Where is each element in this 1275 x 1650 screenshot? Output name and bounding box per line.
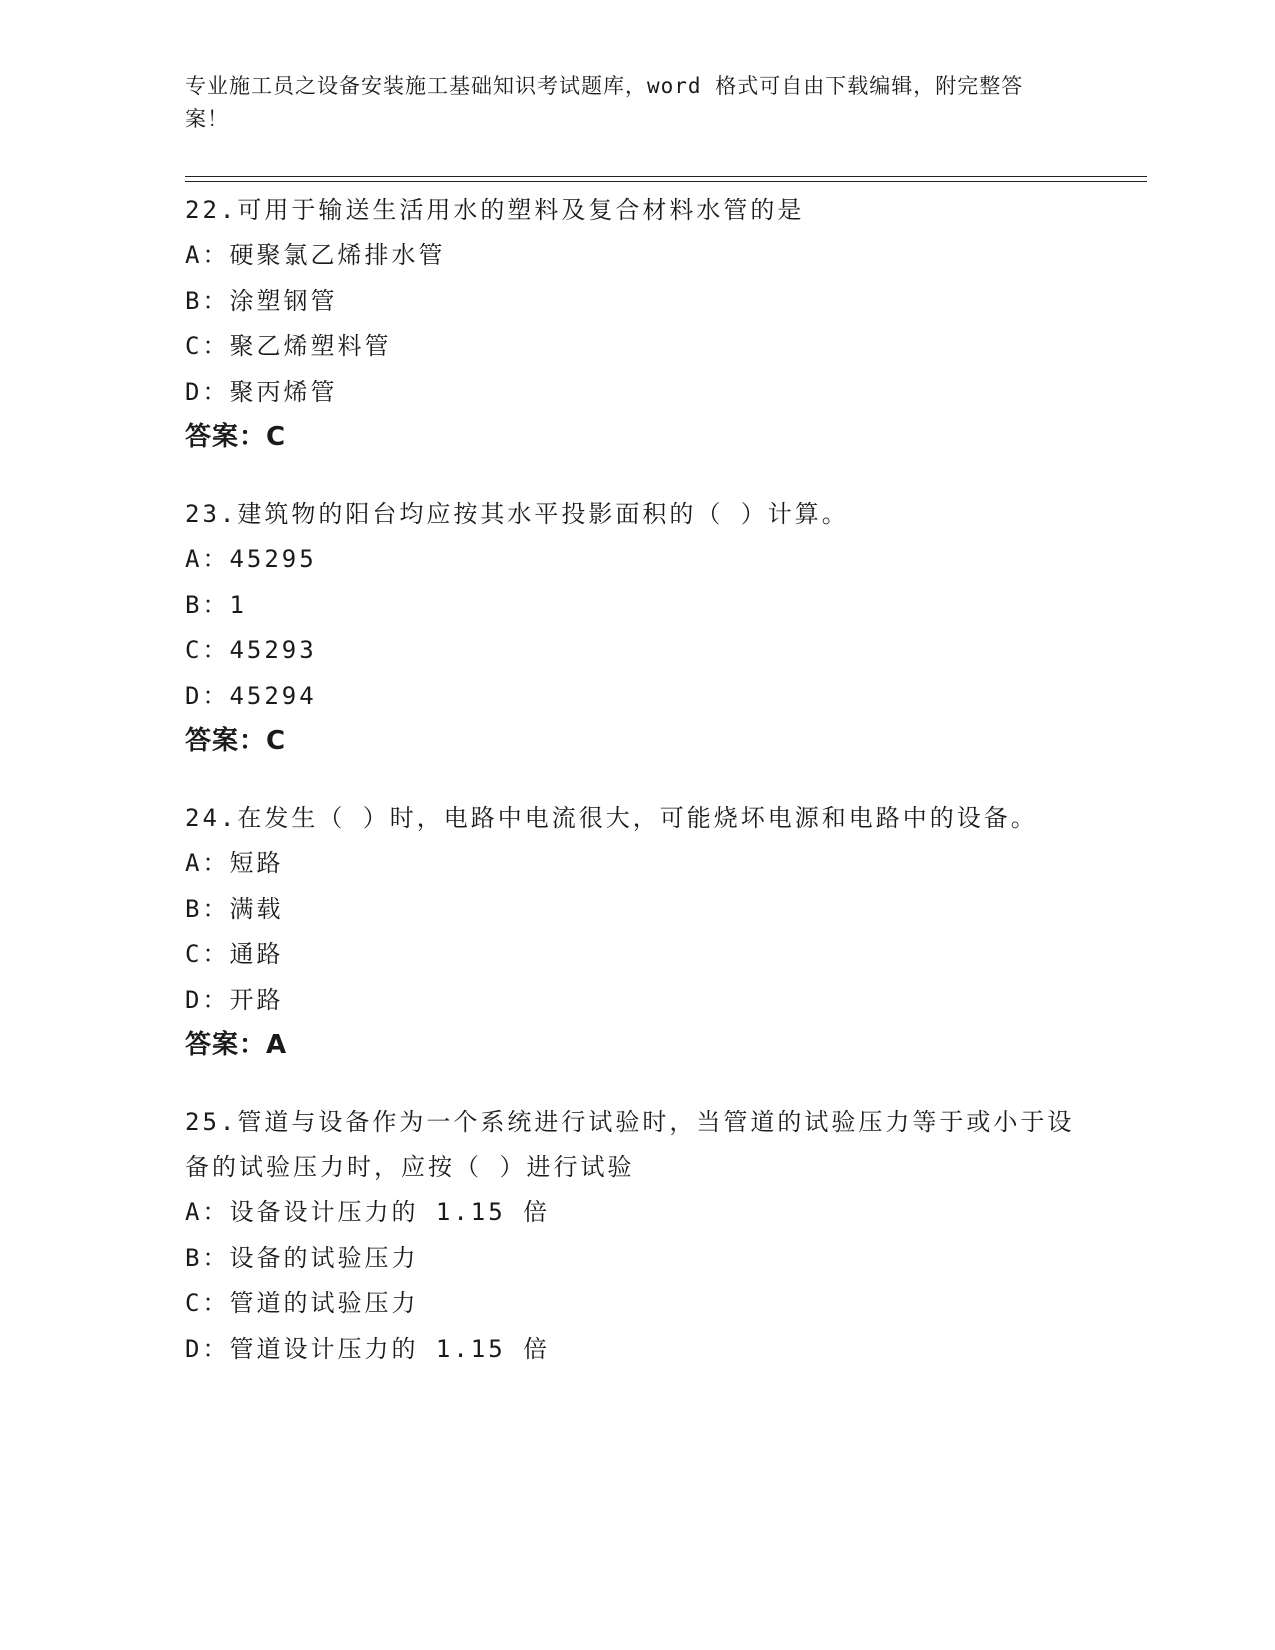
option-d: D：45294 xyxy=(185,681,317,710)
option-d: D：开路 xyxy=(185,985,284,1014)
question-list xyxy=(185,188,1085,1404)
question-title: 22.可用于输送生活用水的塑料及复合材料水管的是 xyxy=(185,196,805,224)
option-b: B：1 xyxy=(185,590,247,619)
page-header: 专业施工员之设备安装施工基础知识考试题库，word 格式可自由下载编辑，附完整答案！ xyxy=(185,74,1024,131)
question-title: 23.建筑物的阳台均应按其水平投影面积的（ ）计算。 xyxy=(185,500,849,528)
option-a: A：硬聚氯乙烯排水管 xyxy=(185,241,446,269)
question-25 xyxy=(185,1100,1085,1372)
option-d: D：管道设计压力的 1.15 倍 xyxy=(185,1334,551,1363)
answer: 答案：C xyxy=(185,726,287,756)
option-d: D：聚丙烯管 xyxy=(185,377,338,406)
question-24 xyxy=(185,796,1085,1068)
answer: 答案：C xyxy=(185,422,287,452)
option-c: C：聚乙烯塑料管 xyxy=(185,332,392,360)
option-a: A：45295 xyxy=(185,545,317,573)
option-c: C：通路 xyxy=(185,940,284,968)
header-rule-top xyxy=(185,176,1147,177)
answer: 答案：A xyxy=(185,1030,288,1060)
option-a: A：短路 xyxy=(185,849,284,877)
option-b: B：涂塑钢管 xyxy=(185,286,338,315)
question-23 xyxy=(185,492,1085,764)
option-a: A：设备设计压力的 1.15 倍 xyxy=(185,1198,551,1226)
option-b: B：设备的试验压力 xyxy=(185,1243,419,1272)
question-title: 25.管道与设备作为一个系统进行试验时，当管道的试验压力等于或小于设备的试验压力时，应按（ ）进行试验 xyxy=(185,1108,1075,1181)
header-rule-bottom xyxy=(185,181,1147,182)
option-c: C：管道的试验压力 xyxy=(185,1289,419,1317)
option-b: B：满载 xyxy=(185,894,284,923)
option-c: C：45293 xyxy=(185,636,317,664)
question-22 xyxy=(185,188,1085,460)
question-title: 24.在发生（ ）时，电路中电流很大，可能烧坏电源和电路中的设备。 xyxy=(185,804,1038,832)
